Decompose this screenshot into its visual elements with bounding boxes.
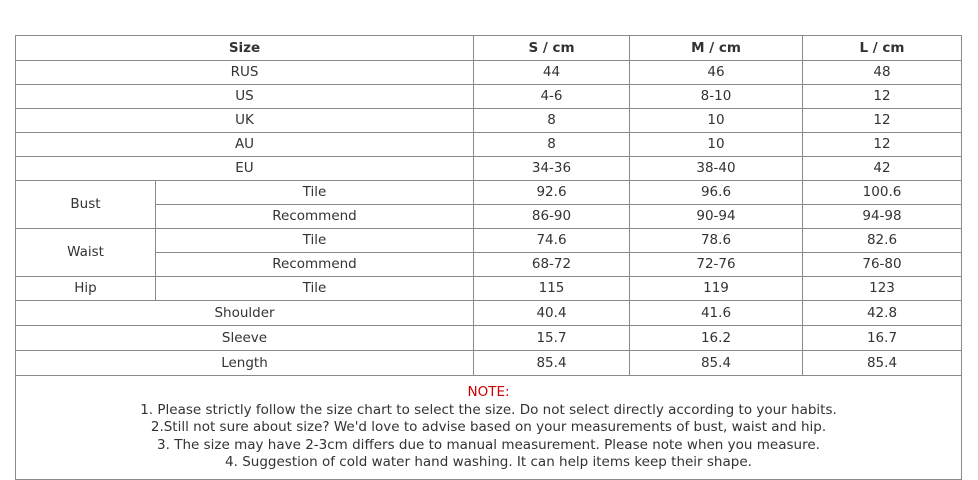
group-label-bust: Bust	[16, 181, 156, 229]
cell-s: 15.7	[474, 326, 630, 351]
cell-l: 12	[803, 133, 962, 157]
header-row	[16, 36, 962, 61]
cell-m: 10	[630, 109, 803, 133]
row-label: US	[16, 85, 474, 109]
cell-m: 78.6	[630, 229, 803, 253]
note-title: NOTE:	[467, 384, 510, 401]
cell-l: 16.7	[803, 326, 962, 351]
cell-l: 12	[803, 85, 962, 109]
note-line: 1. Please strictly follow the size chart to select the size. Do not select directly according to your habits.	[140, 401, 837, 418]
sub-label: Recommend	[156, 205, 474, 229]
header-size: Size	[16, 36, 474, 61]
cell-s: 86-90	[474, 205, 630, 229]
sub-label: Recommend	[156, 253, 474, 277]
cell-s: 68-72	[474, 253, 630, 277]
note-cell	[16, 376, 962, 480]
row-label: UK	[16, 109, 474, 133]
cell-m: 46	[630, 61, 803, 85]
cell-m: 119	[630, 277, 803, 301]
table-row-shoulder	[16, 301, 962, 326]
table-row-bust-tile	[16, 181, 962, 205]
table-row-au	[16, 133, 962, 157]
sub-label: Tile	[156, 181, 474, 205]
cell-s: 8	[474, 133, 630, 157]
cell-m: 90-94	[630, 205, 803, 229]
size-chart-table	[15, 35, 962, 480]
cell-s: 74.6	[474, 229, 630, 253]
group-label-hip: Hip	[16, 277, 156, 301]
row-label: RUS	[16, 61, 474, 85]
cell-m: 41.6	[630, 301, 803, 326]
sub-label: Tile	[156, 277, 474, 301]
cell-m: 10	[630, 133, 803, 157]
cell-s: 44	[474, 61, 630, 85]
cell-s: 40.4	[474, 301, 630, 326]
table-row-waist-tile	[16, 229, 962, 253]
cell-l: 94-98	[803, 205, 962, 229]
cell-m: 38-40	[630, 157, 803, 181]
row-label: Shoulder	[16, 301, 474, 326]
cell-s: 85.4	[474, 351, 630, 376]
table-row-rus	[16, 61, 962, 85]
cell-m: 72-76	[630, 253, 803, 277]
cell-l: 48	[803, 61, 962, 85]
row-label: EU	[16, 157, 474, 181]
note-line: 2.Still not sure about size? We'd love to advise based on your measurements of bust, waist and hip.	[150, 419, 827, 436]
cell-m: 16.2	[630, 326, 803, 351]
table-row-eu	[16, 157, 962, 181]
cell-l: 82.6	[803, 229, 962, 253]
cell-s: 92.6	[474, 181, 630, 205]
header-s: S / cm	[474, 36, 630, 61]
cell-s: 4-6	[474, 85, 630, 109]
cell-m: 85.4	[630, 351, 803, 376]
cell-l: 12	[803, 109, 962, 133]
table-row-bust-recommend	[16, 205, 962, 229]
cell-l: 85.4	[803, 351, 962, 376]
table-row-us	[16, 85, 962, 109]
cell-l: 76-80	[803, 253, 962, 277]
row-label: Sleeve	[16, 326, 474, 351]
note-line: 3. The size may have 2-3cm differs due to manual measurement. Please note when you measure.	[157, 436, 820, 453]
cell-l: 42	[803, 157, 962, 181]
table-row-sleeve	[16, 326, 962, 351]
note-line: 4. Suggestion of cold water hand washing. It can help items keep their shape.	[225, 454, 752, 471]
group-label-waist: Waist	[16, 229, 156, 277]
row-label: Length	[16, 351, 474, 376]
table-row-waist-recommend	[16, 253, 962, 277]
table-row-length	[16, 351, 962, 376]
cell-s: 8	[474, 109, 630, 133]
cell-l: 123	[803, 277, 962, 301]
size-chart-sheet	[15, 35, 961, 480]
cell-s: 34-36	[474, 157, 630, 181]
cell-l: 42.8	[803, 301, 962, 326]
sub-label: Tile	[156, 229, 474, 253]
note-row	[16, 376, 962, 480]
header-l: L / cm	[803, 36, 962, 61]
row-label: AU	[16, 133, 474, 157]
header-m: M / cm	[630, 36, 803, 61]
cell-s: 115	[474, 277, 630, 301]
table-row-hip-tile	[16, 277, 962, 301]
cell-l: 100.6	[803, 181, 962, 205]
cell-m: 96.6	[630, 181, 803, 205]
table-row-uk	[16, 109, 962, 133]
cell-m: 8-10	[630, 85, 803, 109]
